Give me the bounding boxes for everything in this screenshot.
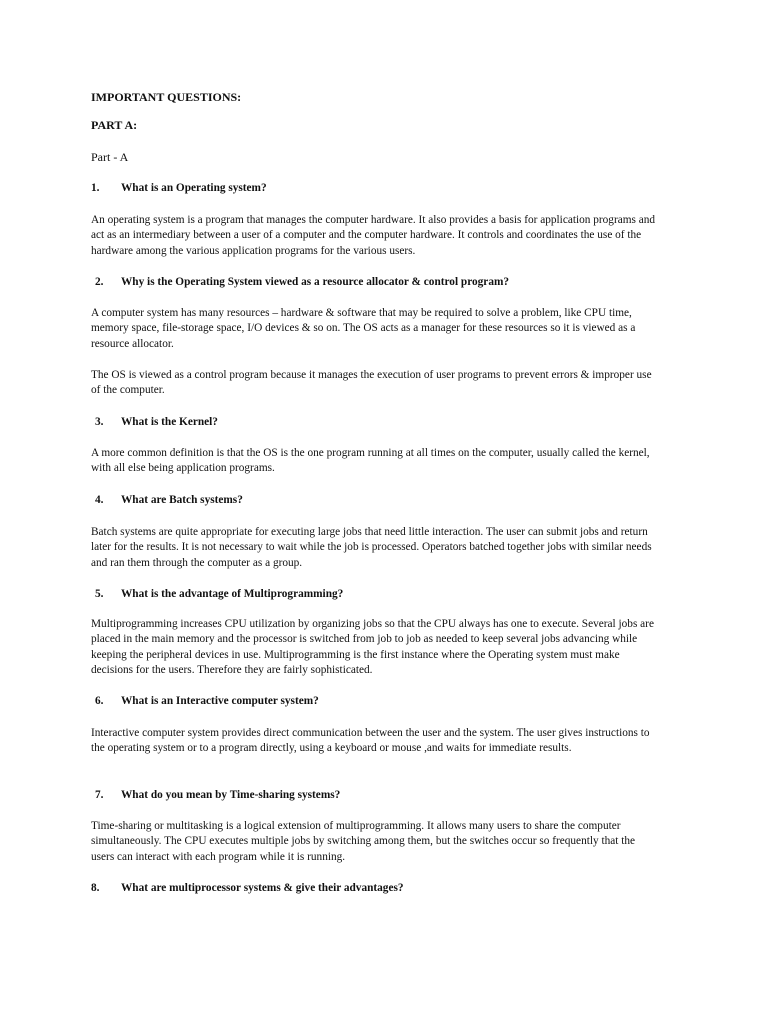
question-heading	[91, 181, 267, 196]
question-number: 6.	[95, 695, 104, 707]
question-heading	[95, 694, 319, 709]
question-text: What is an Interactive computer system?	[121, 695, 319, 707]
question-text: Why is the Operating System viewed as a resource allocator & control program?	[121, 276, 510, 288]
answer-paragraph: Time-sharing or multitasking is a logical extension of multiprogramming. It allows many users to share the computer simultaneously. The CPU executes multiple jobs by switching among them, but the switches occur so frequently that the users can interact with each program while it is running.	[91, 820, 636, 863]
question-number: 3.	[95, 416, 104, 428]
part-heading: PART A:	[91, 118, 138, 132]
question-number: 5.	[95, 588, 104, 600]
question-heading	[95, 275, 509, 290]
question-number: 4.	[95, 494, 104, 506]
answer-paragraph: Batch systems are quite appropriate for executing large jobs that need little interaction. The user can submit jobs and return later for the results. It is not necessary to wait while the job is processed. Operators batched together jobs with similar needs and ran them through the computer as a group.	[91, 526, 652, 569]
question-number: 1.	[91, 182, 100, 194]
question-heading	[95, 788, 340, 803]
question-text: What are multiprocessor systems & give their advantages?	[121, 882, 404, 894]
answer-paragraph: An operating system is a program that manages the computer hardware. It also provides a basis for application programs and act as an intermediary between a user of a computer and the computer hardware. It controls and coordinates the use of the hardware among the various application programs for the various users.	[91, 214, 656, 257]
question-text: What do you mean by Time-sharing systems?	[121, 789, 341, 801]
question-text: What is the Kernel?	[121, 416, 218, 428]
part-subheading: Part - A	[91, 150, 129, 164]
answer-paragraph: Interactive computer system provides direct communication between the user and the system. The user gives instructions to the operating system or to a program directly, using a keyboard or mouse ,and waits for immediate results.	[91, 727, 650, 755]
question-text: What is the advantage of Multiprogramming?	[121, 588, 344, 600]
question-heading	[91, 881, 404, 896]
question-heading	[95, 587, 343, 602]
question-number: 7.	[95, 789, 104, 801]
question-text: What are Batch systems?	[121, 494, 243, 506]
document-title: IMPORTANT QUESTIONS:	[91, 90, 242, 104]
answer-paragraph: A computer system has many resources – hardware & software that may be required to solve a problem, like CPU time, memory space, file-storage space, I/O devices & so on. The OS acts as a manager for these resources so it is viewed as a resource allocator.	[91, 307, 636, 350]
answer-paragraph: Multiprogramming increases CPU utilization by organizing jobs so that the CPU always has one to execute. Several jobs are placed in the main memory and the processor is switched from job to job as needed to keep several jobs advancing while keeping the peripheral devices in use. Multiprogramming is the first instance where the Operating system must make decisions for the users. Therefore they are fairly sophisticated.	[91, 618, 654, 676]
answer-paragraph: The OS is viewed as a control program because it manages the execution of user programs to prevent errors & improper use of the computer.	[91, 369, 652, 397]
answer-paragraph: A more common definition is that the OS is the one program running at all times on the computer, usually called the kernel, with all else being application programs.	[91, 447, 650, 475]
question-heading	[95, 415, 218, 430]
question-heading	[95, 493, 243, 508]
question-text: What is an Operating system?	[121, 182, 267, 194]
question-number: 2.	[95, 276, 104, 288]
question-number: 8.	[91, 882, 100, 894]
